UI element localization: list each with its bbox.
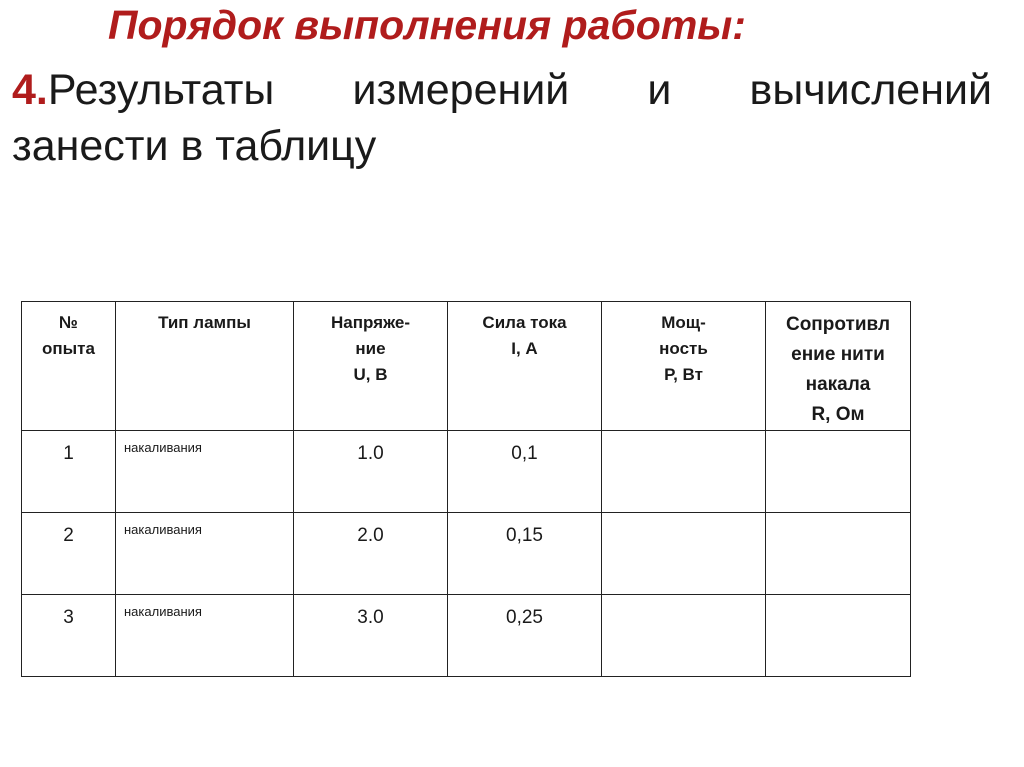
step-line-2: занести в таблицу (12, 122, 377, 170)
step-word-calculations: вычислений (749, 66, 992, 114)
step-number: 4. (12, 66, 48, 114)
header-row (22, 302, 911, 431)
cell-lamp-type: накаливания (116, 513, 294, 595)
cell-lamp-type: накаливания (116, 431, 294, 513)
step-word-and: и (647, 66, 672, 114)
cell-number: 3 (22, 595, 116, 677)
cell-number: 2 (22, 513, 116, 595)
step-first-word (12, 62, 274, 118)
cell-voltage: 2.0 (294, 513, 448, 595)
table-row (22, 431, 911, 513)
page-heading: Порядок выполнения работы: (108, 2, 746, 48)
header-current: Сила тока I, А (448, 302, 602, 431)
cell-voltage: 3.0 (294, 595, 448, 677)
cell-resistance (766, 513, 911, 595)
header-resistance: Сопротивл ение нити накала R, Ом (766, 302, 911, 431)
cell-resistance (766, 595, 911, 677)
cell-power (602, 513, 766, 595)
table-row (22, 513, 911, 595)
table-row (22, 595, 911, 677)
cell-resistance (766, 431, 911, 513)
header-experiment-number: № опыта (22, 302, 116, 431)
step-word-results: Результаты (47, 66, 275, 114)
cell-current: 0,15 (448, 513, 602, 595)
header-power: Мощ- ность Р, Вт (602, 302, 766, 431)
cell-number: 1 (22, 431, 116, 513)
step-instruction (12, 62, 992, 174)
cell-lamp-type: накаливания (116, 595, 294, 677)
step-line-1 (12, 62, 992, 118)
cell-current: 0,1 (448, 431, 602, 513)
cell-current: 0,25 (448, 595, 602, 677)
header-voltage: Напряже- ние U, В (294, 302, 448, 431)
step-word-measurements: измерений (352, 66, 570, 114)
results-table (21, 301, 911, 677)
cell-power (602, 595, 766, 677)
cell-power (602, 431, 766, 513)
header-lamp-type: Тип лампы (116, 302, 294, 431)
cell-voltage: 1.0 (294, 431, 448, 513)
